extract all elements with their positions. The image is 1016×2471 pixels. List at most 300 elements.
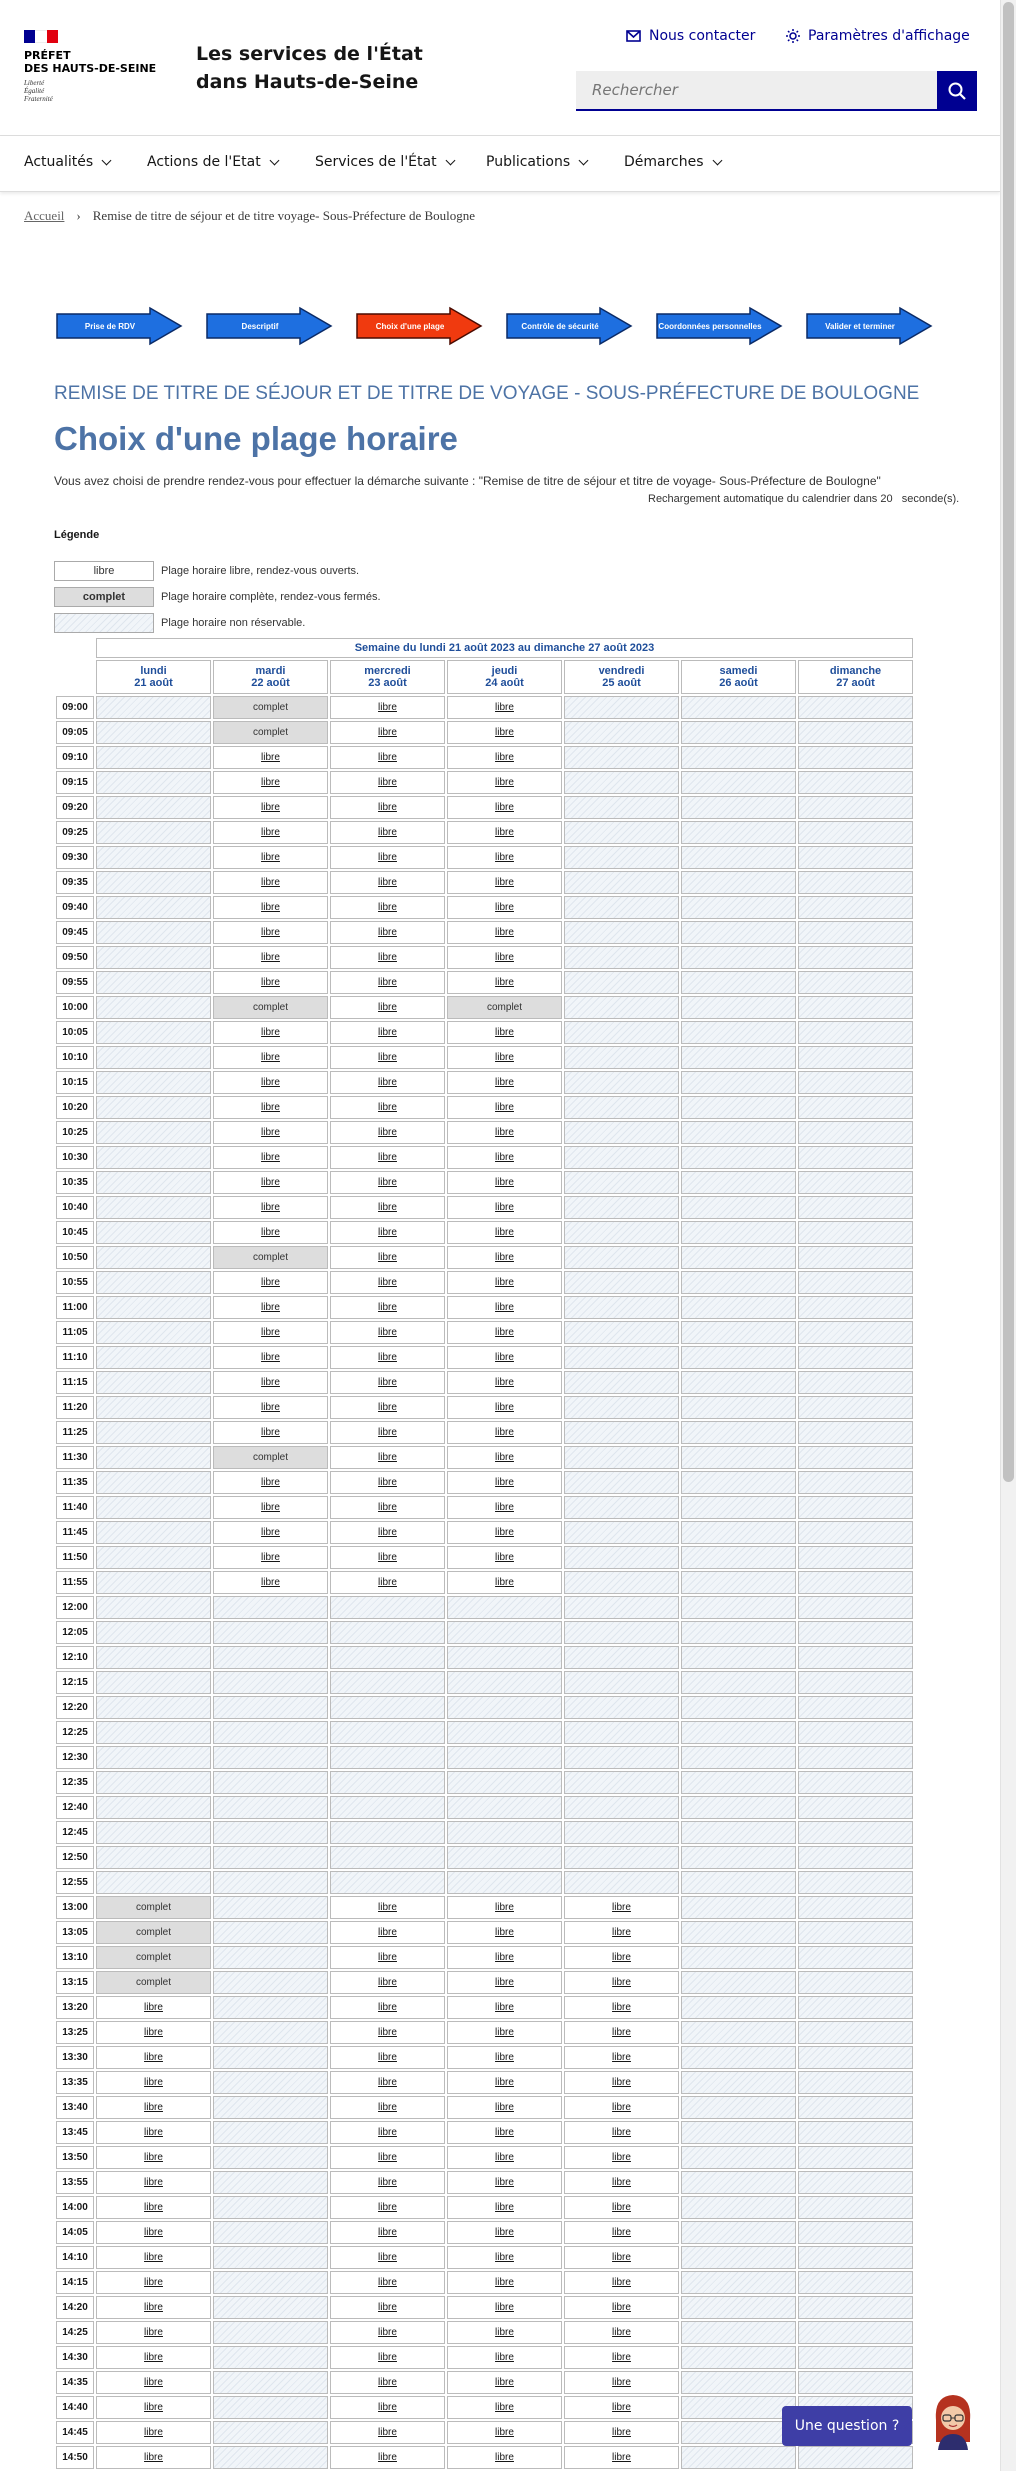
slot-unavailable [96,1746,211,1769]
slot-libre[interactable]: libre [564,1971,679,1994]
slot-libre[interactable]: libre [447,1971,562,1994]
slot-unavailable [564,696,679,719]
slot-unavailable [564,1621,679,1644]
slot-libre[interactable]: libre [330,1921,445,1944]
slot-libre[interactable]: libre [564,1946,679,1969]
slot-libre[interactable]: libre [96,2246,211,2269]
slot-libre[interactable]: libre [447,1146,562,1169]
slot-libre[interactable]: libre [447,921,562,944]
slot-unavailable [798,1496,913,1519]
time-row [56,1596,913,1619]
slot-libre[interactable]: libre [96,2196,211,2219]
display-settings-label: Paramètres d'affichage [808,28,970,44]
slot-libre[interactable]: libre [447,1946,562,1969]
slot-libre[interactable]: libre [330,1421,445,1444]
slot-libre[interactable]: libre [330,846,445,869]
slot-libre[interactable]: libre [330,2296,445,2319]
time-label: 09:30 [56,846,94,869]
slot-libre[interactable]: libre [213,1021,328,1044]
slot-unavailable [96,1596,211,1619]
slot-libre[interactable]: libre [330,1196,445,1219]
slot-libre[interactable]: libre [330,696,445,719]
slot-libre[interactable]: libre [96,2446,211,2469]
slot-libre[interactable]: libre [330,1471,445,1494]
slot-libre[interactable]: libre [447,871,562,894]
slot-libre[interactable]: libre [213,1146,328,1169]
slot-libre[interactable]: libre [447,1121,562,1144]
slot-libre[interactable]: libre [213,1046,328,1069]
slot-libre[interactable]: libre [447,2096,562,2119]
time-row [56,1971,913,1994]
slot-libre[interactable]: libre [564,2421,679,2444]
nav-item-publications[interactable] [486,154,587,170]
time-row [56,1271,913,1294]
slot-libre[interactable]: libre [330,721,445,744]
search-input[interactable] [576,71,937,111]
time-row [56,2271,913,2294]
slot-libre[interactable]: libre [447,1896,562,1919]
slot-libre[interactable]: libre [564,2371,679,2394]
slot-libre[interactable]: libre [447,1546,562,1569]
time-label: 14:35 [56,2371,94,2394]
slot-libre[interactable]: libre [330,2371,445,2394]
time-row [56,1021,913,1044]
slot-libre[interactable]: libre [564,2021,679,2044]
slot-libre[interactable]: libre [447,2371,562,2394]
time-row [56,1821,913,1844]
slot-libre[interactable]: libre [447,2421,562,2444]
progress-steps [54,306,934,346]
slot-libre[interactable]: libre [330,2396,445,2419]
slot-libre[interactable]: libre [330,2096,445,2119]
slot-libre[interactable]: libre [447,1246,562,1269]
reload-notice: Rechargement automatique du calendrier dans 20 seconde(s). [648,493,960,505]
nav-item-demarches[interactable] [624,154,721,170]
slot-unavailable [96,1346,211,1369]
slot-libre[interactable]: libre [330,1446,445,1469]
slot-libre[interactable]: libre [564,2271,679,2294]
slot-complet: complet [96,1946,211,1969]
slot-libre[interactable]: libre [447,2346,562,2369]
slot-unavailable [798,1946,913,1969]
slot-libre[interactable]: libre [96,2346,211,2369]
slot-libre[interactable]: libre [447,2121,562,2144]
slot-unavailable [798,1171,913,1194]
slot-libre[interactable]: libre [330,1121,445,1144]
time-label: 12:35 [56,1771,94,1794]
slot-libre[interactable]: libre [447,2171,562,2194]
slot-libre[interactable]: libre [96,2221,211,2244]
chat-button[interactable]: Une question ? [782,2406,912,2446]
slot-libre[interactable]: libre [213,1096,328,1119]
slot-libre[interactable]: libre [330,1346,445,1369]
slot-unavailable [564,1421,679,1444]
day-date: 23 août [368,677,407,689]
slot-libre[interactable]: libre [564,2346,679,2369]
slot-unavailable [447,1771,562,1794]
slot-libre[interactable]: libre [330,871,445,894]
slot-libre[interactable]: libre [447,2046,562,2069]
slot-unavailable [96,1246,211,1269]
slot-libre[interactable]: libre [330,2121,445,2144]
slot-libre[interactable]: libre [96,2421,211,2444]
slot-libre[interactable]: libre [447,1446,562,1469]
slot-libre[interactable]: libre [330,2421,445,2444]
slot-libre[interactable]: libre [330,2146,445,2169]
time-label: 09:25 [56,821,94,844]
slot-libre[interactable]: libre [330,2046,445,2069]
slot-libre[interactable]: libre [330,1571,445,1594]
time-row [56,2221,913,2244]
slot-libre[interactable]: libre [330,1896,445,1919]
slot-libre[interactable]: libre [564,2121,679,2144]
slot-complet: complet [213,996,328,1019]
nav-item-actualites[interactable] [24,154,110,170]
slot-unavailable [96,1121,211,1144]
slot-libre[interactable]: libre [213,1171,328,1194]
slot-libre[interactable]: libre [447,2021,562,2044]
slot-unavailable [681,1621,796,1644]
slot-libre[interactable]: libre [447,1046,562,1069]
slot-libre[interactable]: libre [96,1996,211,2019]
slot-unavailable [681,946,796,969]
slot-libre[interactable]: libre [213,896,328,919]
slot-unavailable [681,871,796,894]
slot-unavailable [330,1746,445,1769]
slot-libre[interactable]: libre [330,921,445,944]
slot-unavailable [798,1121,913,1144]
slot-libre[interactable]: libre [213,1571,328,1594]
slot-unavailable [798,1996,913,2019]
slot-libre[interactable]: libre [96,2371,211,2394]
slot-unavailable [213,1971,328,1994]
day-header [681,660,796,694]
slot-libre[interactable]: libre [96,2121,211,2144]
time-label: 10:45 [56,1221,94,1244]
slot-libre[interactable]: libre [447,1996,562,2019]
chevron-down-icon [445,155,455,165]
slot-libre[interactable]: libre [447,2271,562,2294]
slot-libre[interactable]: libre [564,1996,679,2019]
time-row [56,1771,913,1794]
slot-unavailable [330,1871,445,1894]
slot-libre[interactable]: libre [330,2321,445,2344]
slot-libre[interactable]: libre [330,1396,445,1419]
slot-libre[interactable]: libre [447,821,562,844]
slot-unavailable [681,921,796,944]
slot-libre[interactable]: libre [96,2271,211,2294]
slot-libre[interactable]: libre [447,2146,562,2169]
slot-libre[interactable]: libre [447,1071,562,1094]
legend-full [54,587,381,607]
slot-libre[interactable]: libre [330,746,445,769]
slot-libre[interactable]: libre [213,971,328,994]
breadcrumb-home[interactable]: Accueil [24,208,65,223]
slot-libre[interactable]: libre [564,2046,679,2069]
slot-libre[interactable]: libre [330,1146,445,1169]
slot-libre[interactable]: libre [330,2071,445,2094]
slot-libre[interactable]: libre [330,1496,445,1519]
time-row [56,1296,913,1319]
slot-libre[interactable]: libre [330,821,445,844]
slot-libre[interactable]: libre [447,1471,562,1494]
slot-libre[interactable]: libre [96,2396,211,2419]
slot-libre[interactable]: libre [213,1421,328,1444]
slot-libre[interactable]: libre [330,996,445,1019]
slot-unavailable [564,1371,679,1394]
slot-libre[interactable]: libre [213,846,328,869]
slot-libre[interactable]: libre [564,2446,679,2469]
slot-unavailable [681,2221,796,2244]
slot-libre[interactable]: libre [447,1171,562,1194]
slot-libre[interactable]: libre [564,2246,679,2269]
slot-libre[interactable]: libre [447,971,562,994]
slot-unavailable [213,1746,328,1769]
search-button[interactable] [937,71,977,111]
slot-libre[interactable]: libre [330,1071,445,1094]
slot-unavailable [564,896,679,919]
prefecture-logo[interactable] [24,30,174,103]
slot-libre[interactable]: libre [213,1471,328,1494]
slot-libre[interactable]: libre [213,1321,328,1344]
slot-libre[interactable]: libre [330,2196,445,2219]
slot-libre[interactable]: libre [213,796,328,819]
slot-libre[interactable]: libre [213,1521,328,1544]
slot-libre[interactable]: libre [447,946,562,969]
slot-libre[interactable]: libre [447,1196,562,1219]
slot-libre[interactable]: libre [213,1071,328,1094]
slot-unavailable [798,1246,913,1269]
slot-libre[interactable]: libre [564,2321,679,2344]
slot-libre[interactable]: libre [330,896,445,919]
slot-libre[interactable]: libre [330,1371,445,1394]
time-row [56,796,913,819]
slot-unavailable [681,846,796,869]
slot-libre[interactable]: libre [447,1321,562,1344]
slot-libre[interactable]: libre [213,1371,328,1394]
slot-unavailable [798,1971,913,1994]
slot-libre[interactable]: libre [330,2346,445,2369]
time-label: 12:45 [56,1821,94,1844]
slot-libre[interactable]: libre [213,1296,328,1319]
slot-unavailable [96,1471,211,1494]
slot-libre[interactable]: libre [213,921,328,944]
time-label: 12:40 [56,1796,94,1819]
slot-libre[interactable]: libre [564,2196,679,2219]
slot-libre[interactable]: libre [213,1546,328,1569]
slot-complet: complet [96,1971,211,1994]
slot-libre[interactable]: libre [213,1496,328,1519]
nav-item-actions-etat[interactable] [147,154,278,170]
slot-libre[interactable]: libre [330,971,445,994]
slot-libre[interactable]: libre [447,696,562,719]
slot-libre[interactable]: libre [330,1096,445,1119]
slot-libre[interactable]: libre [564,1896,679,1919]
time-row [56,746,913,769]
slot-unavailable [96,1621,211,1644]
slot-libre[interactable]: libre [330,1321,445,1344]
slot-libre[interactable]: libre [330,1171,445,1194]
slot-libre[interactable]: libre [96,2096,211,2119]
slot-libre[interactable]: libre [447,2221,562,2244]
slot-unavailable [213,2221,328,2244]
slot-libre[interactable]: libre [96,2321,211,2344]
slot-libre[interactable]: libre [96,2171,211,2194]
slot-complet: complet [447,996,562,1019]
slot-unavailable [96,1846,211,1869]
slot-libre[interactable]: libre [447,1271,562,1294]
slot-libre[interactable]: libre [447,2246,562,2269]
slot-libre[interactable]: libre [447,896,562,919]
slot-libre[interactable]: libre [330,1971,445,1994]
slot-libre[interactable]: libre [564,2146,679,2169]
time-label: 13:30 [56,2046,94,2069]
slot-unavailable [96,1321,211,1344]
slot-libre[interactable]: libre [330,1296,445,1319]
slot-libre[interactable]: libre [330,1021,445,1044]
contact-link[interactable] [626,28,755,44]
slot-unavailable [96,1096,211,1119]
slot-libre[interactable]: libre [213,1346,328,1369]
slot-libre[interactable]: libre [564,2071,679,2094]
slot-libre[interactable]: libre [330,1046,445,1069]
slot-libre[interactable]: libre [96,2021,211,2044]
display-settings-link[interactable] [786,28,970,44]
slot-libre[interactable]: libre [213,1121,328,1144]
slot-libre[interactable]: libre [447,1371,562,1394]
slot-unavailable [798,1471,913,1494]
slot-libre[interactable]: libre [330,2246,445,2269]
slot-libre[interactable]: libre [447,1396,562,1419]
slot-libre[interactable]: libre [213,1221,328,1244]
slot-unavailable [330,1846,445,1869]
page-scrollbar[interactable] [1000,0,1016,2471]
slot-libre[interactable]: libre [330,1271,445,1294]
slot-libre[interactable]: libre [330,1996,445,2019]
slot-libre[interactable]: libre [213,871,328,894]
slot-libre[interactable]: libre [447,2296,562,2319]
slot-unavailable [564,946,679,969]
slot-libre[interactable]: libre [330,1246,445,1269]
slot-libre[interactable]: libre [447,1421,562,1444]
slot-libre[interactable]: libre [330,2221,445,2244]
slot-libre[interactable]: libre [96,2046,211,2069]
slot-unavailable [798,1146,913,1169]
slot-libre[interactable]: libre [564,2171,679,2194]
slot-libre[interactable]: libre [96,2071,211,2094]
slot-libre[interactable]: libre [213,1396,328,1419]
slot-libre[interactable]: libre [330,1546,445,1569]
logo-title: PRÉFET DES HAUTS-DE-SEINE [24,49,157,75]
slot-unavailable [213,2346,328,2369]
time-label: 11:10 [56,1346,94,1369]
slot-libre[interactable]: libre [447,846,562,869]
slot-libre[interactable]: libre [213,1271,328,1294]
time-label: 10:35 [56,1171,94,1194]
slot-libre[interactable]: libre [330,796,445,819]
slot-unavailable [564,1246,679,1269]
slot-libre[interactable]: libre [447,771,562,794]
slot-libre[interactable]: libre [447,2196,562,2219]
slot-libre[interactable]: libre [96,2296,211,2319]
slot-libre[interactable]: libre [447,1096,562,1119]
slot-libre[interactable]: libre [330,1521,445,1544]
site-title[interactable]: Les services de l'État dans Hauts-de-Seine [196,43,423,93]
slot-unavailable [798,2296,913,2319]
slot-libre[interactable]: libre [213,821,328,844]
slot-libre[interactable]: libre [330,1221,445,1244]
slot-unavailable [564,1196,679,1219]
slot-libre[interactable]: libre [213,1196,328,1219]
slot-libre[interactable]: libre [447,2396,562,2419]
slot-libre[interactable]: libre [447,1296,562,1319]
slot-libre[interactable]: libre [447,1221,562,1244]
scrollbar-thumb[interactable] [1003,2,1014,1482]
slot-libre[interactable]: libre [447,1021,562,1044]
slot-unavailable [564,1346,679,1369]
slot-libre[interactable]: libre [330,771,445,794]
time-row [56,1721,913,1744]
slot-libre[interactable]: libre [330,1946,445,1969]
slot-libre[interactable]: libre [330,2271,445,2294]
slot-libre[interactable]: libre [564,2096,679,2119]
nav-item-label: Services de l'État [315,154,437,170]
slot-libre[interactable]: libre [447,2446,562,2469]
slot-unavailable [96,696,211,719]
time-label: 14:00 [56,2196,94,2219]
slot-libre[interactable]: libre [447,796,562,819]
slot-libre[interactable]: libre [447,1496,562,1519]
slot-libre[interactable]: libre [447,1521,562,1544]
time-label: 14:25 [56,2321,94,2344]
chatbot-avatar-icon[interactable] [928,2390,978,2450]
slot-libre[interactable]: libre [447,1571,562,1594]
slot-libre[interactable]: libre [213,746,328,769]
slot-unavailable [96,1146,211,1169]
slot-unavailable [681,1521,796,1544]
slot-libre[interactable]: libre [447,2071,562,2094]
slot-libre[interactable]: libre [447,2321,562,2344]
slot-libre[interactable]: libre [330,2446,445,2469]
slot-libre[interactable]: libre [447,746,562,769]
slot-libre[interactable]: libre [564,2396,679,2419]
time-label: 09:15 [56,771,94,794]
slot-libre[interactable]: libre [330,946,445,969]
time-row [56,921,913,944]
slot-libre[interactable]: libre [330,2171,445,2194]
slot-unavailable [447,1746,562,1769]
slot-libre[interactable]: libre [96,2146,211,2169]
step-label: Prise de RDV [84,321,136,331]
slot-libre[interactable]: libre [213,946,328,969]
slot-libre[interactable]: libre [213,771,328,794]
slot-libre[interactable]: libre [564,2221,679,2244]
slot-libre[interactable]: libre [447,721,562,744]
slot-libre[interactable]: libre [564,1921,679,1944]
time-label: 12:00 [56,1596,94,1619]
slot-unavailable [213,1721,328,1744]
slot-unavailable [96,1671,211,1694]
slot-libre[interactable]: libre [564,2296,679,2319]
slot-libre[interactable]: libre [330,2021,445,2044]
slot-libre[interactable]: libre [447,1346,562,1369]
time-label: 09:50 [56,946,94,969]
slot-unavailable [681,771,796,794]
slot-unavailable [564,1121,679,1144]
nav-item-services-etat[interactable] [315,154,454,170]
slot-unavailable [96,1571,211,1594]
slot-libre[interactable]: libre [447,1921,562,1944]
